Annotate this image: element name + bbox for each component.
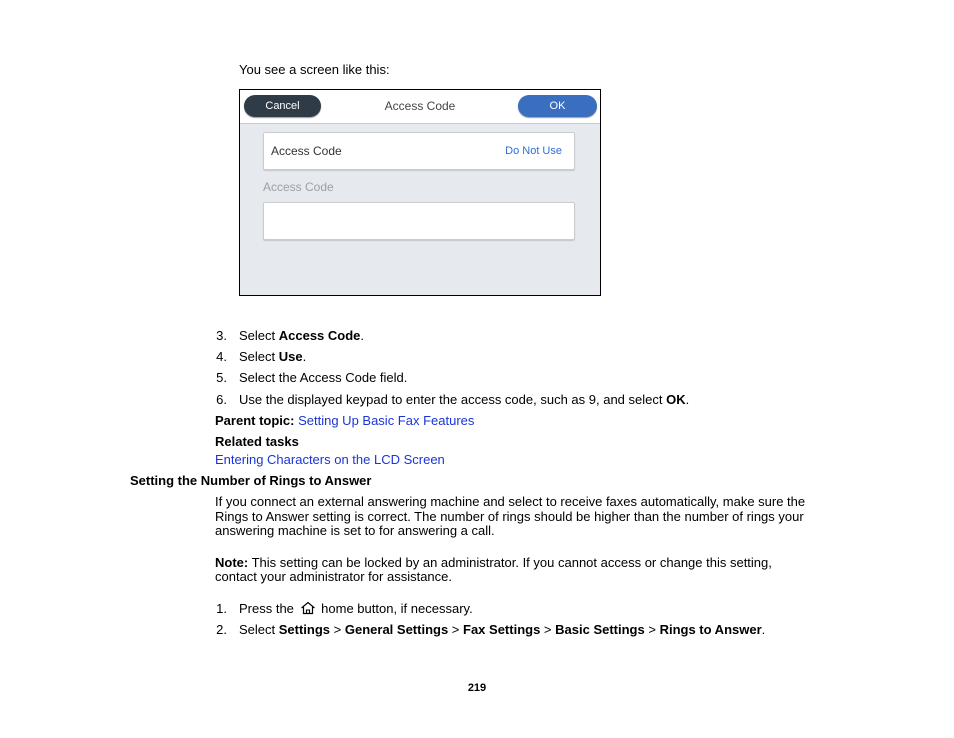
access-code-field-label: Access Code [263, 180, 334, 194]
paragraph-line: If you connect an external answering machine and select to receive faxes automatically, make sure the [215, 494, 806, 509]
related-task-link-row [215, 452, 445, 467]
screen-header [240, 90, 600, 124]
setting-row-value: Do Not Use [505, 145, 562, 157]
home-icon [300, 601, 316, 618]
access-code-input[interactable] [263, 202, 575, 240]
page-number: 219 [467, 682, 487, 694]
related-tasks-heading: Related tasks [215, 434, 299, 449]
cancel-button[interactable]: Cancel [244, 95, 321, 117]
note-line: contact your administrator for assistance. [215, 569, 452, 584]
screen-title: Access Code [384, 99, 456, 113]
paragraph-line: Rings to Answer setting is correct. The number of rings should be higher than the number of rings your [215, 509, 804, 524]
parent-topic: Parent topic: Setting Up Basic Fax Features [215, 413, 475, 428]
paragraph-line: answering machine is set to for answering a call. [215, 523, 495, 538]
related-task-link[interactable]: Entering Characters on the LCD Screen [215, 452, 445, 467]
note: Note: This setting can be locked by an administrator. If you cannot access or change this setting, [215, 555, 772, 570]
lcd-screen-image [239, 89, 601, 296]
intro-text: You see a screen like this: [239, 62, 390, 77]
parent-topic-link[interactable]: Setting Up Basic Fax Features [298, 413, 475, 428]
ok-button[interactable]: OK [518, 95, 597, 117]
section-heading: Setting the Number of Rings to Answer [130, 473, 372, 488]
access-code-setting-row[interactable] [263, 132, 575, 170]
setting-row-label: Access Code [271, 144, 342, 158]
